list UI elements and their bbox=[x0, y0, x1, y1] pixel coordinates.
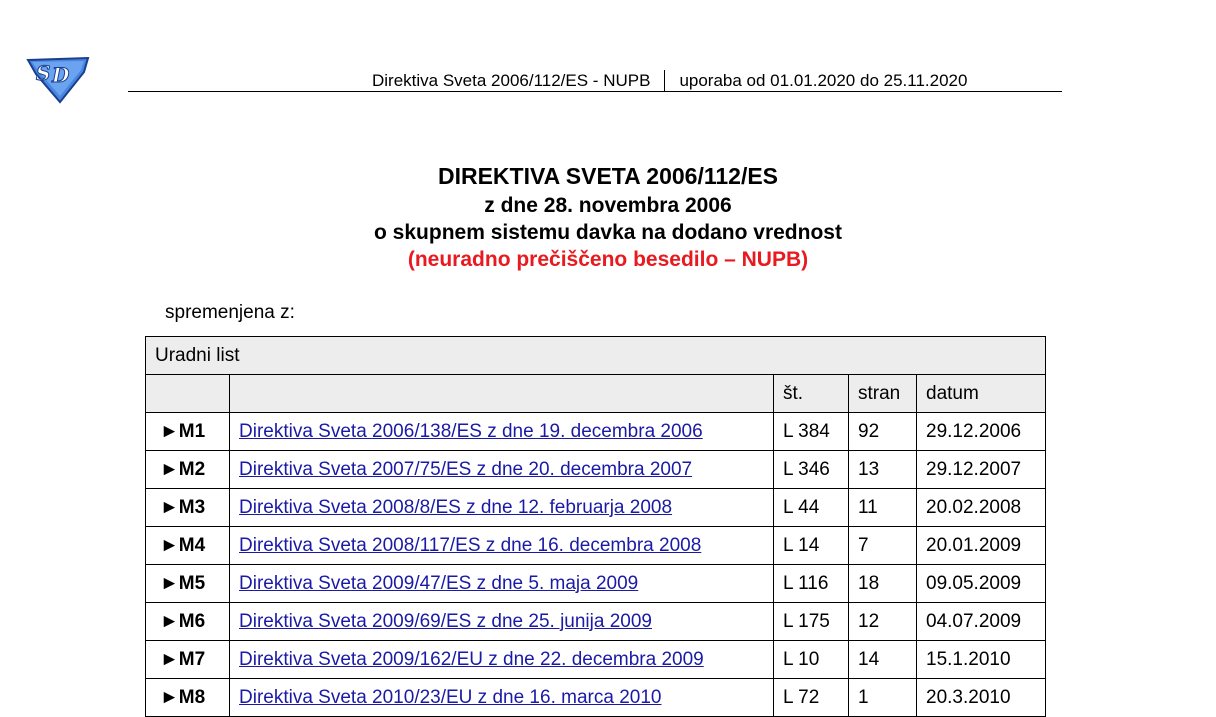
title-line-1: DIREKTIVA SVETA 2006/112/ES bbox=[437, 163, 779, 189]
row-marker: ►M7 bbox=[146, 641, 230, 679]
directive-link[interactable]: Direktiva Sveta 2010/23/EU z dne 16. marca 2010 bbox=[239, 686, 662, 708]
running-header bbox=[372, 70, 967, 92]
row-title-cell bbox=[230, 413, 774, 451]
row-title-cell bbox=[230, 679, 774, 717]
row-datum: 09.05.2009 bbox=[917, 565, 1046, 603]
table-column-header-row bbox=[146, 375, 1046, 413]
row-title-cell bbox=[230, 565, 774, 603]
svg-text:D: D bbox=[52, 63, 70, 87]
table-group-header-row bbox=[146, 337, 1046, 375]
row-stran: 13 bbox=[849, 451, 917, 489]
row-stran: 18 bbox=[849, 565, 917, 603]
row-marker: ►M3 bbox=[146, 489, 230, 527]
row-st: L 72 bbox=[774, 679, 849, 717]
row-datum: 29.12.2007 bbox=[917, 451, 1046, 489]
directive-link[interactable]: Direktiva Sveta 2008/8/ES z dne 12. februarja 2008 bbox=[239, 496, 673, 518]
table-row bbox=[146, 527, 1046, 565]
row-datum: 20.01.2009 bbox=[917, 527, 1046, 565]
row-st: L 384 bbox=[774, 413, 849, 451]
svg-text:S: S bbox=[36, 61, 51, 85]
row-title-cell bbox=[230, 451, 774, 489]
row-st: L 10 bbox=[774, 641, 849, 679]
row-marker: ►M6 bbox=[146, 603, 230, 641]
title-line-3: o skupnem sistemu davka na dodano vrednost bbox=[374, 221, 842, 244]
row-marker: ►M1 bbox=[146, 413, 230, 451]
header-directive-ref: Direktiva Sveta 2006/112/ES - NUPB bbox=[372, 71, 651, 90]
row-datum: 29.12.2006 bbox=[917, 413, 1046, 451]
header-rule bbox=[128, 91, 1062, 92]
table-row bbox=[146, 603, 1046, 641]
directive-link[interactable]: Direktiva Sveta 2009/162/EU z dne 22. decembra 2009 bbox=[239, 648, 704, 670]
title-line-4: (neuradno prečiščeno besedilo – NUPB) bbox=[407, 248, 809, 271]
column-header-title bbox=[230, 375, 774, 413]
table-row bbox=[146, 679, 1046, 717]
directive-link[interactable]: Direktiva Sveta 2009/69/ES z dne 25. junija 2009 bbox=[239, 610, 652, 632]
row-stran: 92 bbox=[849, 413, 917, 451]
row-title-cell bbox=[230, 489, 774, 527]
title-line-2: z dne 28. novembra 2006 bbox=[484, 194, 732, 217]
group-header-uradni-list: Uradni list bbox=[146, 337, 1046, 375]
row-title-cell bbox=[230, 527, 774, 565]
row-marker: ►M4 bbox=[146, 527, 230, 565]
row-marker: ►M2 bbox=[146, 451, 230, 489]
row-st: L 14 bbox=[774, 527, 849, 565]
row-st: L 116 bbox=[774, 565, 849, 603]
table-row bbox=[146, 489, 1046, 527]
row-stran: 1 bbox=[849, 679, 917, 717]
document-title bbox=[0, 160, 1216, 274]
row-datum: 20.3.2010 bbox=[917, 679, 1046, 717]
directive-link[interactable]: Direktiva Sveta 2008/117/ES z dne 16. decembra 2008 bbox=[239, 534, 702, 556]
column-header-st: št. bbox=[774, 375, 849, 413]
row-stran: 14 bbox=[849, 641, 917, 679]
sd-logo-icon bbox=[22, 50, 94, 104]
row-title-cell bbox=[230, 603, 774, 641]
table-row bbox=[146, 565, 1046, 603]
header-validity: uporaba od 01.01.2020 do 25.11.2020 bbox=[679, 71, 968, 90]
column-header-datum: datum bbox=[917, 375, 1046, 413]
row-datum: 20.02.2008 bbox=[917, 489, 1046, 527]
row-stran: 7 bbox=[849, 527, 917, 565]
row-st: L 346 bbox=[774, 451, 849, 489]
directive-link[interactable]: Direktiva Sveta 2009/47/ES z dne 5. maja 2009 bbox=[239, 572, 639, 594]
row-marker: ►M5 bbox=[146, 565, 230, 603]
table-row bbox=[146, 413, 1046, 451]
table-row bbox=[146, 451, 1046, 489]
table-row bbox=[146, 641, 1046, 679]
row-st: L 175 bbox=[774, 603, 849, 641]
row-stran: 11 bbox=[849, 489, 917, 527]
amendments-table bbox=[145, 336, 1046, 717]
row-title-cell bbox=[230, 641, 774, 679]
header-separator bbox=[664, 70, 665, 92]
column-header-marker bbox=[146, 375, 230, 413]
row-stran: 12 bbox=[849, 603, 917, 641]
row-datum: 04.07.2009 bbox=[917, 603, 1046, 641]
directive-link[interactable]: Direktiva Sveta 2006/138/ES z dne 19. decembra 2006 bbox=[239, 420, 703, 442]
amended-by-label: spremenjena z: bbox=[165, 302, 295, 323]
row-st: L 44 bbox=[774, 489, 849, 527]
directive-link[interactable]: Direktiva Sveta 2007/75/ES z dne 20. decembra 2007 bbox=[239, 458, 693, 480]
column-header-stran: stran bbox=[849, 375, 917, 413]
row-datum: 15.1.2010 bbox=[917, 641, 1046, 679]
row-marker: ►M8 bbox=[146, 679, 230, 717]
